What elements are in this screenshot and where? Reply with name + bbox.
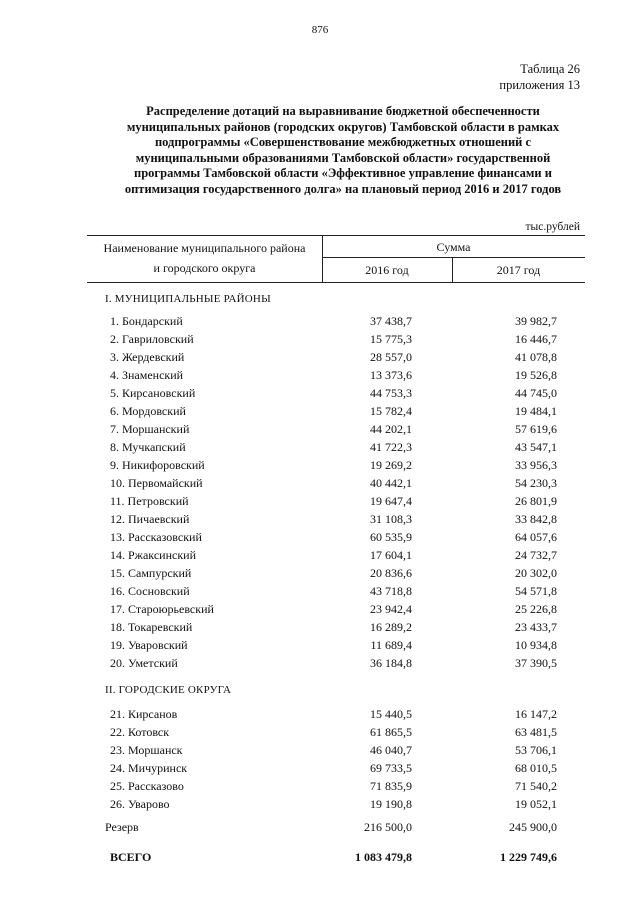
table-row [0, 314, 640, 332]
row-value-2017: 64 057,6 [515, 530, 557, 544]
row-value-2017: 39 982,7 [515, 314, 557, 328]
row-value-2017: 10 934,8 [515, 638, 557, 652]
title-line: муниципальных районов (городских округов) Тамбовской области в рамках [126, 119, 560, 134]
row-value-2016: 43 718,8 [370, 584, 412, 598]
row-name: 25. Рассказово [110, 779, 184, 793]
table-row [0, 566, 640, 584]
row-value-2017: 71 540,2 [515, 779, 557, 793]
row-value-2017: 16 446,7 [515, 332, 557, 346]
row-name: 3. Жердевский [110, 350, 185, 364]
row-value-2017: 53 706,1 [515, 743, 557, 757]
table-row [0, 386, 640, 404]
row-value-2017: 33 956,3 [515, 458, 557, 472]
row-value-2017: 63 481,5 [515, 725, 557, 739]
table-row [0, 476, 640, 494]
table-row [0, 368, 640, 386]
header-bottom-rule [87, 282, 585, 283]
row-value-2017: 57 619,6 [515, 422, 557, 436]
row-value-2016: 15 775,3 [370, 332, 412, 346]
title-line: программы Тамбовской области «Эффективное управление финансами и [134, 166, 552, 180]
row-value-2016: 15 782,4 [370, 404, 412, 418]
table-row [0, 404, 640, 422]
title-line: муниципальными образованиями Тамбовской области» государственной [135, 150, 551, 165]
table-row [0, 584, 640, 602]
row-value-2017: 20 302,0 [515, 566, 557, 580]
row-value-2016: 13 373,6 [370, 368, 412, 382]
table-row [0, 761, 640, 779]
row-value-2017: 44 745,0 [515, 386, 557, 400]
row-value-2016: 23 942,4 [370, 602, 412, 616]
table-row [0, 440, 640, 458]
table-row [0, 779, 640, 797]
section-districts: I. МУНИЦИПАЛЬНЫЕ РАЙОНЫ [105, 293, 271, 305]
row-name: 24. Мичуринск [110, 761, 188, 775]
table-reference: Таблица 26 [520, 62, 580, 76]
header-name-line1: Наименование муниципального района [103, 241, 306, 255]
row-name: 5. Кирсановский [110, 386, 196, 400]
row-value-2016: 40 442,1 [370, 476, 412, 490]
row-name: 16. Сосновский [110, 584, 190, 598]
row-value-2016: 46 040,7 [370, 743, 412, 757]
table-row [0, 548, 640, 566]
section-okrugs: II. ГОРОДСКИЕ ОКРУГА [105, 684, 232, 696]
table-row [0, 797, 640, 815]
row-value-2017: 19 526,8 [515, 368, 557, 382]
row-value-2017: 24 732,7 [515, 548, 557, 562]
table-row [0, 656, 640, 674]
table-row [0, 530, 640, 548]
row-value-2016: 37 438,7 [370, 314, 412, 328]
table-row [0, 707, 640, 725]
header-year-2016: 2016 год [365, 263, 409, 277]
table-row [0, 602, 640, 620]
table-top-rule [87, 235, 585, 236]
row-value-2017: 33 842,8 [515, 512, 557, 526]
page-number: 876 [311, 24, 329, 36]
row-value-2016: 41 722,3 [370, 440, 412, 454]
row-name: 13. Рассказовский [110, 530, 202, 544]
reserve-value-2016: 216 500,0 [364, 820, 412, 834]
row-value-2016: 44 202,1 [370, 422, 412, 436]
row-value-2017: 54 571,8 [515, 584, 557, 598]
row-value-2016: 61 865,5 [370, 725, 412, 739]
appendix-reference: приложения 13 [499, 78, 580, 92]
title-line: Распределение дотаций на выравнивание бюджетной обеспеченности [146, 104, 540, 118]
row-value-2017: 16 147,2 [515, 707, 557, 721]
table-row [0, 638, 640, 656]
total-label: ВСЕГО [110, 850, 152, 864]
row-name: 12. Пичаевский [110, 512, 190, 526]
reserve-value-2017: 245 900,0 [509, 820, 557, 834]
row-name: 23. Моршанск [110, 743, 183, 757]
table-row [0, 494, 640, 512]
row-name: 20. Уметский [110, 656, 178, 670]
row-name: 4. Знаменский [110, 368, 184, 382]
row-value-2017: 25 226,8 [515, 602, 557, 616]
row-value-2017: 43 547,1 [515, 440, 557, 454]
row-value-2016: 19 190,8 [370, 797, 412, 811]
title-line: подпрограммы «Совершенствование межбюджетных отношений с [154, 135, 532, 149]
row-name: 14. Ржаксинский [110, 548, 196, 562]
table-row [0, 422, 640, 440]
row-name: 11. Петровский [110, 494, 189, 508]
row-value-2016: 60 535,9 [370, 530, 412, 544]
row-value-2016: 71 835,9 [370, 779, 412, 793]
row-value-2016: 28 557,0 [370, 350, 412, 364]
total-value-2017: 1 229 749,6 [500, 850, 557, 864]
row-value-2016: 15 440,5 [370, 707, 412, 721]
total-value-2016: 1 083 479,8 [355, 850, 412, 864]
row-value-2016: 17 604,1 [370, 548, 412, 562]
row-value-2017: 37 390,5 [515, 656, 557, 670]
unit-label: тыс.рублей [525, 221, 580, 233]
header-name-column [87, 240, 322, 276]
row-value-2017: 68 010,5 [515, 761, 557, 775]
title-line: оптимизация государственного долга» на плановый период 2016 и 2017 годов [124, 181, 562, 196]
row-name: 6. Мордовский [110, 404, 186, 418]
row-value-2016: 19 647,4 [370, 494, 412, 508]
row-name: 18. Токаревский [110, 620, 193, 634]
row-value-2016: 44 753,3 [370, 386, 412, 400]
row-value-2017: 19 484,1 [515, 404, 557, 418]
row-name: 7. Моршанский [110, 422, 190, 436]
row-name: 2. Гавриловский [110, 332, 194, 346]
header-sum: Сумма [436, 240, 471, 254]
reserve-label: Резерв [105, 820, 139, 834]
row-name: 22. Котовск [110, 725, 170, 739]
sum-divider-rule [322, 257, 585, 258]
row-name: 9. Никифоровский [110, 458, 205, 472]
row-value-2016: 69 733,5 [370, 761, 412, 775]
total-row [0, 850, 640, 868]
row-name: 15. Сампурский [110, 566, 192, 580]
row-value-2016: 31 108,3 [370, 512, 412, 526]
reserve-row [0, 820, 640, 838]
row-value-2017: 26 801,9 [515, 494, 557, 508]
table-row [0, 458, 640, 476]
row-value-2016: 20 836,6 [370, 566, 412, 580]
document-title [96, 104, 590, 197]
table-row [0, 512, 640, 530]
header-year-2017: 2017 год [496, 263, 541, 277]
row-value-2016: 36 184,8 [370, 656, 412, 670]
table-row [0, 725, 640, 743]
table-row [0, 620, 640, 638]
table-row [0, 743, 640, 761]
row-name: 21. Кирсанов [110, 707, 178, 721]
row-value-2017: 54 230,3 [515, 476, 557, 490]
row-value-2017: 41 078,8 [515, 350, 557, 364]
row-name: 19. Уваровский [110, 638, 188, 652]
row-value-2017: 23 433,7 [515, 620, 557, 634]
row-name: 26. Уварово [110, 797, 170, 811]
table-row [0, 350, 640, 368]
row-value-2016: 19 269,2 [370, 458, 412, 472]
row-name: 17. Староюрьевский [110, 602, 214, 616]
row-name: 10. Первомайский [110, 476, 203, 490]
header-name-line2: и городского округа [153, 261, 256, 275]
row-name: 8. Мучкапский [110, 440, 186, 454]
row-value-2016: 16 289,2 [370, 620, 412, 634]
table-row [0, 332, 640, 350]
row-name: 1. Бондарский [110, 314, 183, 328]
row-value-2016: 11 689,4 [370, 638, 412, 652]
row-value-2017: 19 052,1 [515, 797, 557, 811]
